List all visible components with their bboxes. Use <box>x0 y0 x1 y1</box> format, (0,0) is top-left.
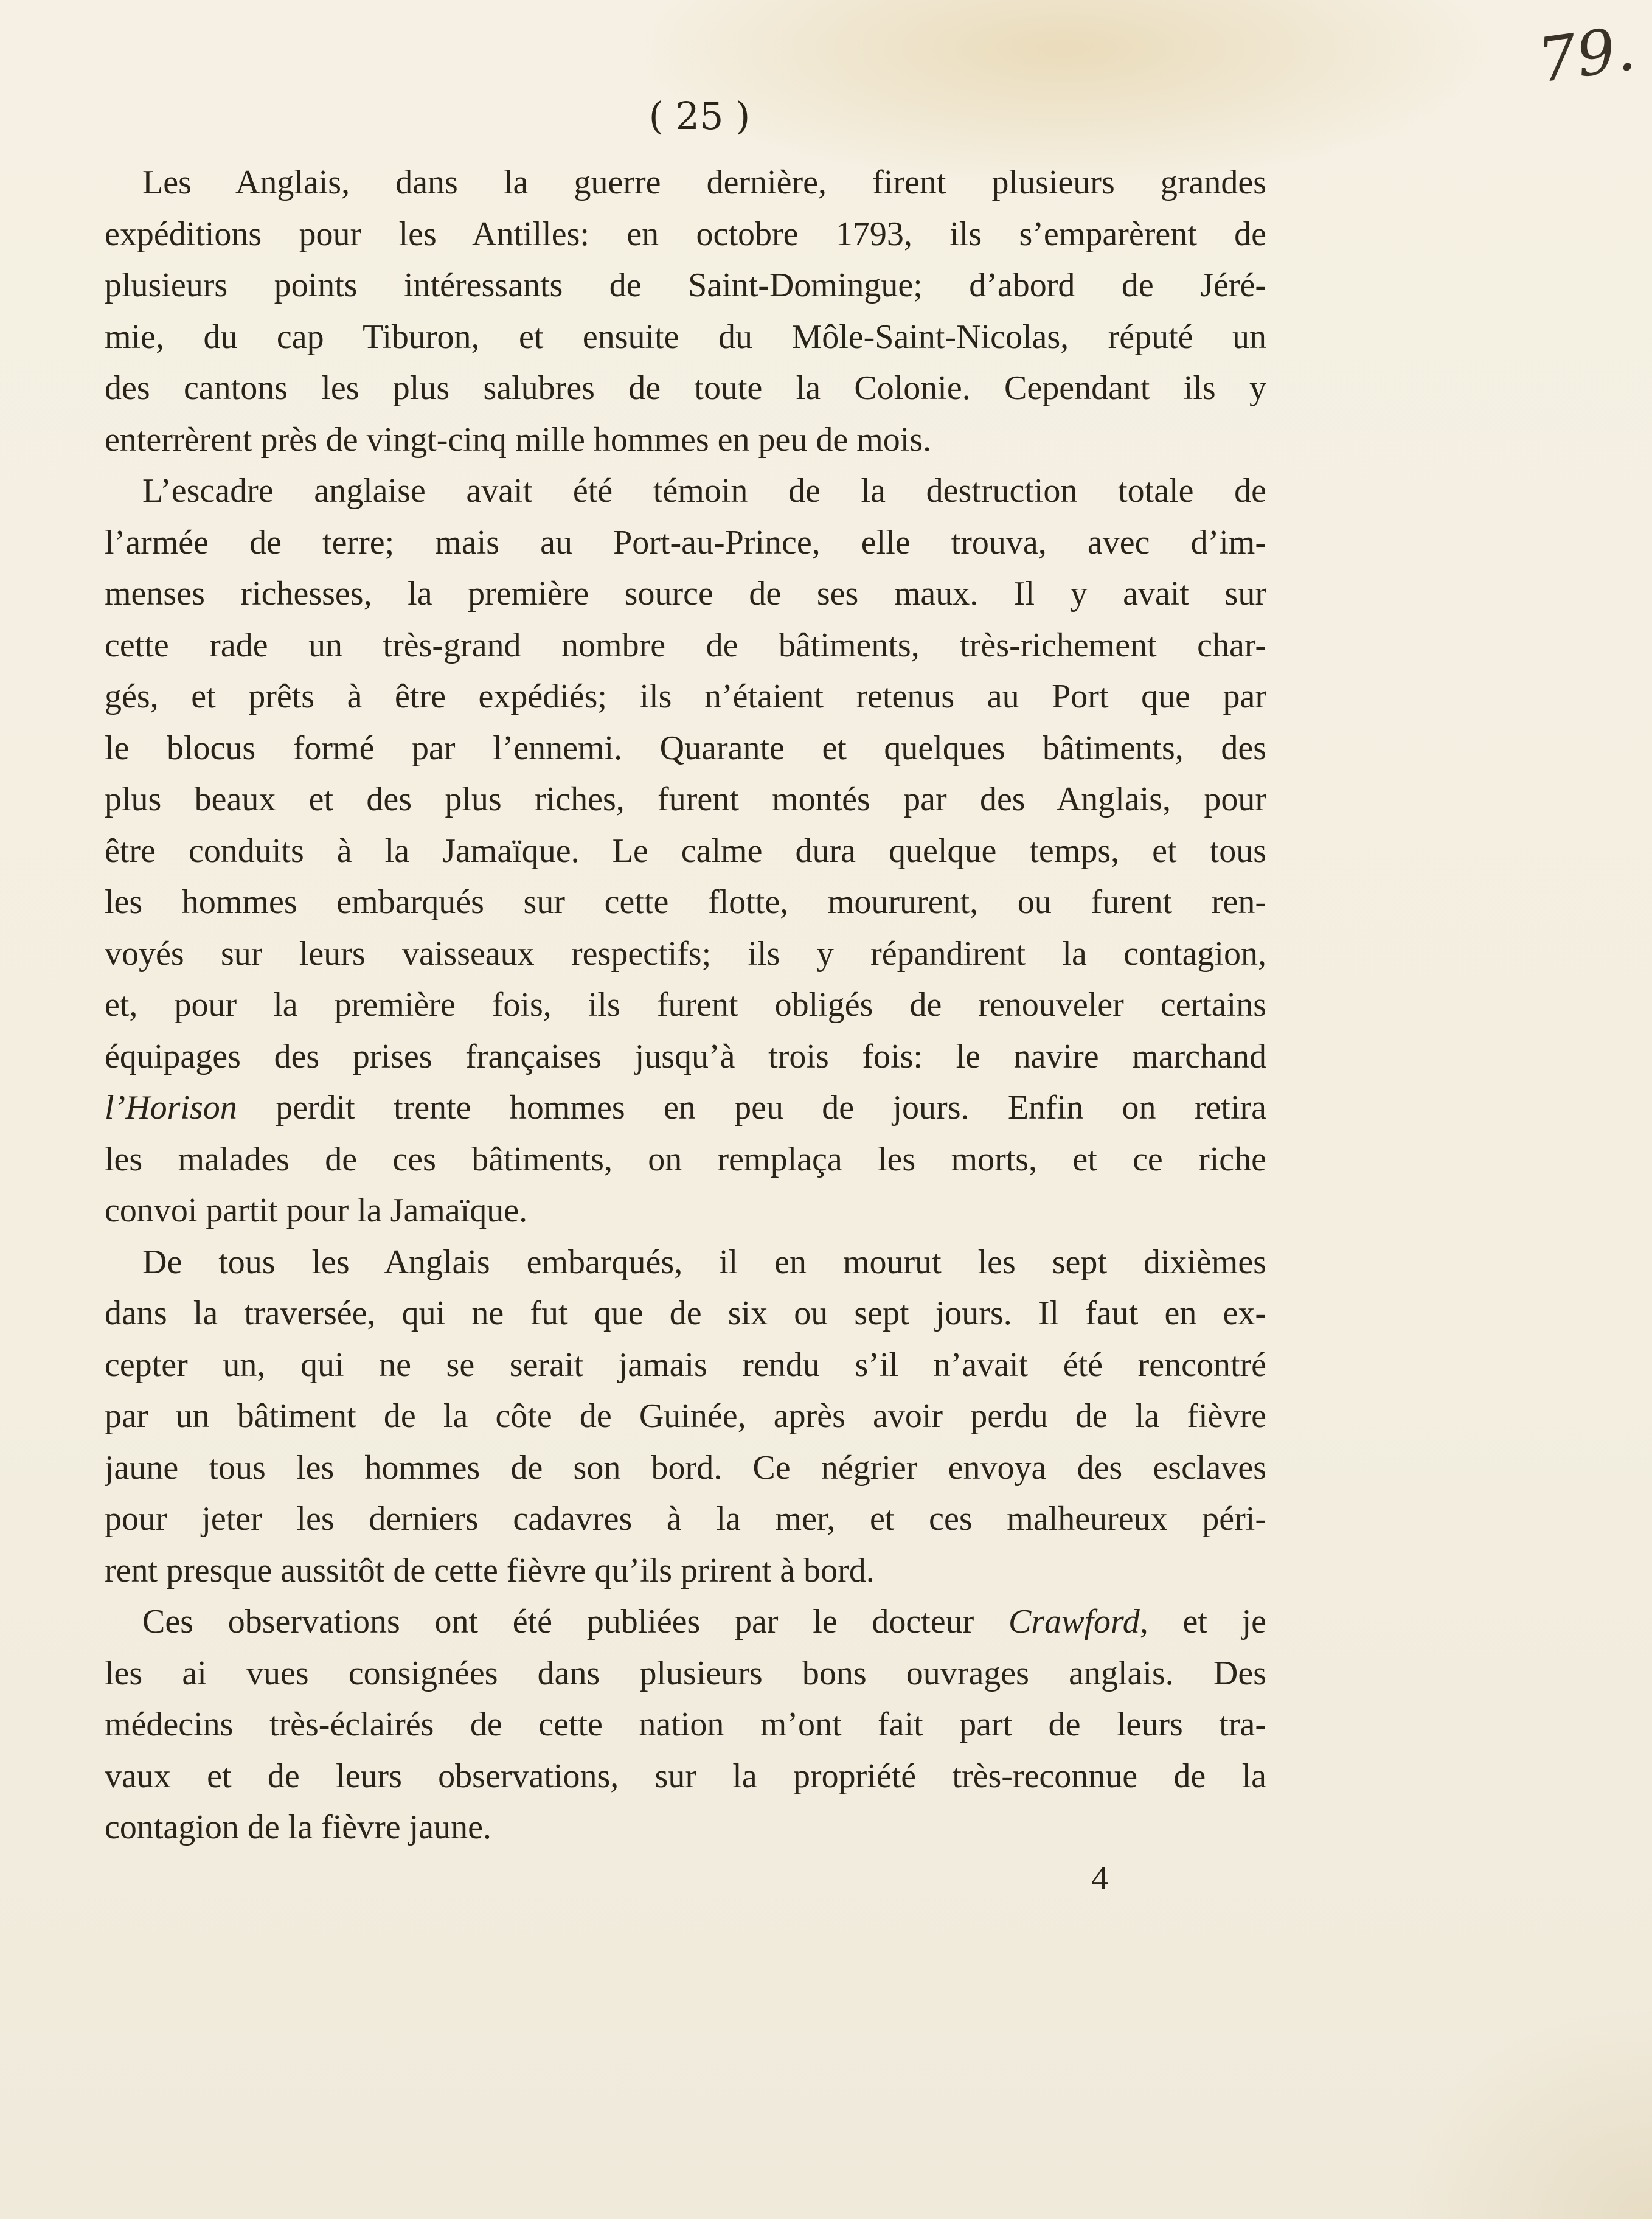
archive-folio-number: 79. <box>1533 12 1639 97</box>
text-line: mie, du cap Tiburon, et ensuite du Môle-Saint-Nicolas, réputé un <box>105 318 1266 356</box>
text-line: les malades de ces bâtiments, on remplaça les morts, et ce riche <box>105 1140 1266 1178</box>
text-line: les ai vues consignées dans plusieurs bons ouvrages anglais. Des <box>105 1654 1266 1692</box>
paragraph <box>105 157 1266 465</box>
text-line: cette rade un très-grand nombre de bâtiments, très-richement char- <box>105 626 1266 664</box>
text-line: médecins très-éclairés de cette nation m’ont fait part de leurs tra- <box>105 1706 1266 1743</box>
text-line: voyés sur leurs vaisseaux respectifs; ils y répandirent la contagion, <box>105 934 1266 973</box>
signature-mark: 4 <box>1091 1860 1108 1897</box>
paragraph <box>105 1237 1266 1597</box>
paragraph <box>105 465 1266 1237</box>
text-line: l’Horison perdit trente hommes en peu de jours. Enfin on retira <box>105 1089 1266 1127</box>
text-line: jaune tous les hommes de son bord. Ce négrier envoya des esclaves <box>105 1448 1266 1487</box>
text-line: De tous les Anglais embarqués, il en mourut les sept dixièmes <box>142 1243 1266 1281</box>
text-line: plus beaux et des plus riches, furent montés par des Anglais, pour <box>105 780 1266 818</box>
text-line: L’escadre anglaise avait été témoin de la destruction totale de <box>142 472 1266 510</box>
text-line: Les Anglais, dans la guerre dernière, firent plusieurs grandes <box>142 164 1266 201</box>
text-line: le blocus formé par l’ennemi. Quarante et quelques bâtiments, des <box>105 729 1266 767</box>
text-line: Ces observations ont été publiées par le docteur Crawford, et je <box>142 1603 1266 1641</box>
text-line: équipages des prises françaises jusqu’à trois fois: le navire marchand <box>105 1037 1266 1075</box>
text-line: l’armée de terre; mais au Port-au-Prince, elle trouva, avec d’im- <box>105 523 1266 561</box>
text-line: par un bâtiment de la côte de Guinée, après avoir perdu de la fièvre <box>105 1397 1266 1435</box>
text-line: convoi partit pour la Jamaïque. <box>105 1192 528 1229</box>
body-text <box>105 157 1266 1853</box>
page-number-header: ( 25 ) <box>648 94 751 138</box>
text-line: vaux et de leurs observations, sur la propriété très-reconnue de la <box>105 1757 1266 1795</box>
text-line: expéditions pour les Antilles: en octobre 1793, ils s’emparèrent de <box>105 215 1266 253</box>
paragraph <box>105 1596 1266 1853</box>
text-line: cepter un, qui ne se serait jamais rendu s’il n’avait été rencontré <box>105 1346 1266 1384</box>
text-line: plusieurs points intéressants de Saint-Domingue; d’abord de Jéré- <box>105 266 1266 304</box>
text-line: les hommes embarqués sur cette flotte, moururent, ou furent ren- <box>105 883 1266 921</box>
text-line: des cantons les plus salubres de toute la Colonie. Cependant ils y <box>105 369 1266 407</box>
text-line: dans la traversée, qui ne fut que de six ou sept jours. Il faut en ex- <box>105 1294 1266 1332</box>
text-line: menses richesses, la première source de ses maux. Il y avait sur <box>105 575 1266 613</box>
italic-name: l’Horison <box>105 1089 237 1127</box>
italic-name: Crawford <box>1008 1603 1140 1641</box>
text-line: gés, et prêts à être expédiés; ils n’étaient retenus au Port que par <box>105 678 1266 715</box>
text-line: pour jeter les derniers cadavres à la mer, et ces malheureux péri- <box>105 1500 1266 1538</box>
text-line: contagion de la fièvre jaune. <box>105 1808 491 1846</box>
text-line: rent presque aussitôt de cette fièvre qu’ils prirent à bord. <box>105 1551 875 1589</box>
text-line: être conduits à la Jamaïque. Le calme dura quelque temps, et tous <box>105 832 1266 870</box>
text-line: enterrèrent près de vingt-cinq mille hommes en peu de mois. <box>105 420 932 459</box>
text-line: et, pour la première fois, ils furent obligés de renouveler certains <box>105 986 1266 1024</box>
